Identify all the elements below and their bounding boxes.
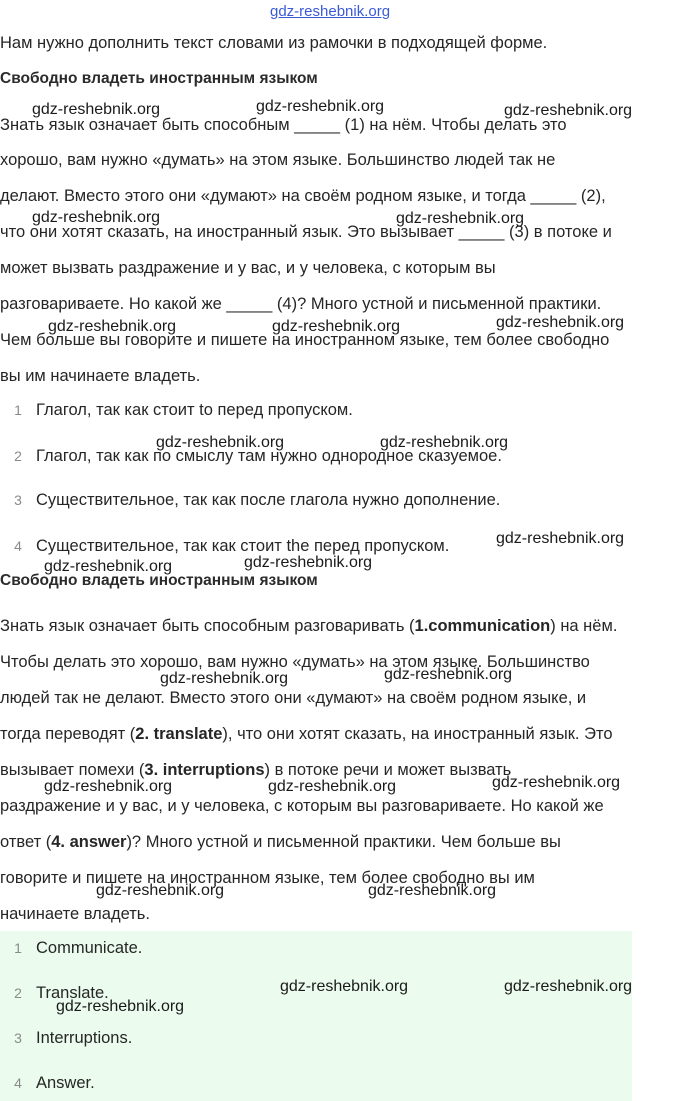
solution-line: раздражение и у вас, и у человека, с которым вы разговариваете. Но какой же [0,797,604,815]
solution-line: Чтобы делать это хорошо, вам нужно «думать» на этом языке. Большинство [0,653,590,671]
watermark: gdz-reshebnik.org [256,98,385,115]
watermark: gdz-reshebnik.org [56,998,185,1015]
watermark: gdz-reshebnik.org [396,210,525,227]
task-line: хорошо, вам нужно «думать» на этом языке. Большинство людей так не [0,151,556,169]
answer-word: 2. translate [135,725,223,743]
watermark: gdz-reshebnik.org [160,670,289,687]
hint-text: Глагол, так как по смыслу там нужно однородное сказуемое. [36,447,502,465]
task-line: Знать язык означает быть способным _____ (1) на нём. Чтобы делать это [0,116,567,134]
answer-text: Interruptions. [36,1029,133,1047]
hint-text: Существительное, так как стоит the перед пропуском. [36,537,450,555]
solution-text: ) в потоке речи и может вызвать [264,761,512,779]
solution-line [0,833,561,852]
watermark-top-link[interactable]: gdz-reshebnik.org [270,3,391,20]
solution-text: )? Много устной и письменной практики. Чем больше вы [126,833,561,851]
watermark: gdz-reshebnik.org [280,978,409,995]
watermark: gdz-reshebnik.org [380,434,509,451]
answer-word: 1.communication [414,617,551,635]
answer-text: Translate. [36,984,109,1002]
hint-number: 1 [14,402,22,418]
hint-item [0,491,500,510]
hint-text: Глагол, так как стоит to перед пропуском. [36,401,353,419]
answer-number: 4 [14,1075,22,1091]
watermark: gdz-reshebnik.org [32,209,161,226]
task-line: делают. Вместо этого они «думают» на своём родном языке, и тогда _____ (2), [0,187,606,205]
solution-text: ), что они хотят сказать, на иностранный язык. Это [222,725,613,743]
watermark: gdz-reshebnik.org [504,978,633,995]
watermark: gdz-reshebnik.org [244,554,373,571]
solution-text: вызывает помехи ( [0,761,145,779]
intro-text: Нам нужно дополнить текст словами из рамочки в подходящей форме. [0,34,548,52]
task-line: вы им начинаете владеть. [0,367,201,385]
answer-text: Communicate. [36,939,143,957]
solution-text: тогда переводят ( [0,725,136,743]
solution-line: начинаете владеть. [0,905,150,923]
answer-item [0,939,142,958]
solution-line [0,617,617,636]
watermark: gdz-reshebnik.org [32,101,161,118]
watermark: gdz-reshebnik.org [368,882,497,899]
answer-number: 3 [14,1030,22,1046]
watermark: gdz-reshebnik.org [272,318,401,335]
hint-text: Существительное, так как после глагола нужно дополнение. [36,491,501,509]
hint-item [0,401,353,420]
watermark: gdz-reshebnik.org [504,102,633,119]
watermark: gdz-reshebnik.org [96,882,225,899]
watermark: gdz-reshebnik.org [496,314,625,331]
watermark: gdz-reshebnik.org [44,558,173,575]
solution-text: ответ ( [0,833,52,851]
hint-number: 3 [14,492,22,508]
answer-word: 3. interruptions [144,761,265,779]
task-line: разговариваете. Но какой же _____ (4)? Много устной и письменной практики. [0,295,602,313]
answer-text: Answer. [36,1074,95,1092]
answer-item [0,1029,132,1048]
task-line: Чем больше вы говорите и пишете на иностранном языке, тем более свободно [0,331,610,349]
answer-word: 4. answer [51,833,127,851]
solution-heading: Свободно владеть иностранным языком [0,572,318,589]
solution-line [0,725,613,744]
hint-number: 2 [14,448,22,464]
watermark: gdz-reshebnik.org [156,434,285,451]
solution-line: говорите и пишете на иностранном языке, тем более свободно вы им [0,869,535,887]
solution-text: ) на нём. [550,617,618,635]
watermark: gdz-reshebnik.org [48,318,177,335]
watermark: gdz-reshebnik.org [268,778,397,795]
hint-item [0,537,449,556]
solution-line: людей так не делают. Вместо этого они «думают» на своём родном языке, и [0,689,587,707]
answer-item [0,1074,95,1093]
answer-number: 2 [14,985,22,1001]
hint-number: 4 [14,538,22,554]
solution-text: Знать язык означает быть способным разговаривать ( [0,617,415,635]
task-line: может вызвать раздражение и у вас, и у человека, с которым вы [0,259,496,277]
task-line: что они хотят сказать, на иностранный язык. Это вызывает _____ (3) в потоке и [0,223,612,241]
watermark: gdz-reshebnik.org [44,778,173,795]
task-heading: Свободно владеть иностранным языком [0,70,318,87]
watermark: gdz-reshebnik.org [384,666,513,683]
watermark: gdz-reshebnik.org [492,774,621,791]
answer-number: 1 [14,940,22,956]
watermark: gdz-reshebnik.org [496,530,625,547]
